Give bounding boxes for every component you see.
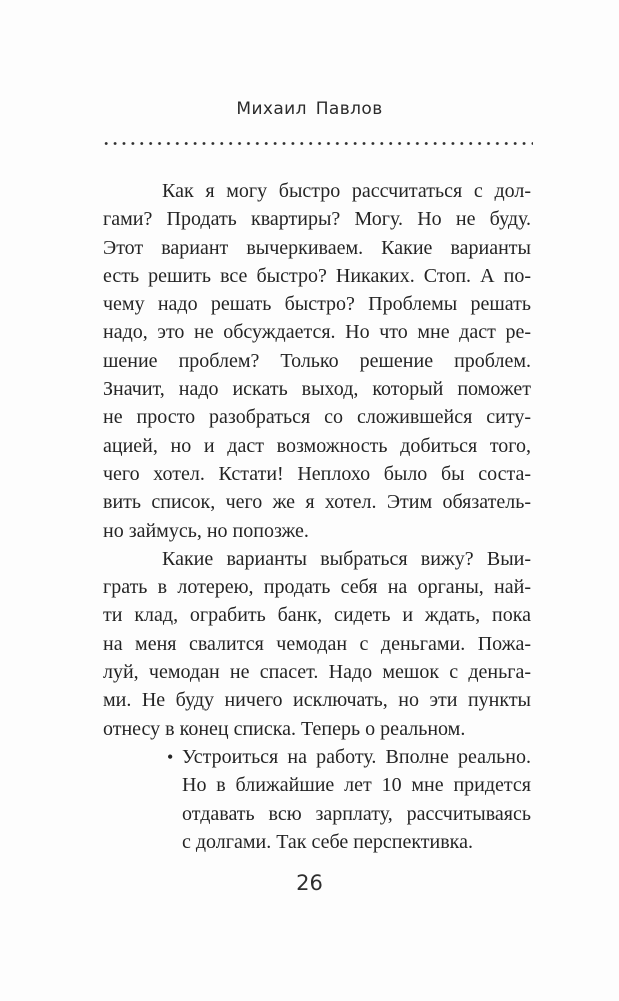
text-line: грать в лотерею, продать себя на органы, най- bbox=[103, 576, 531, 599]
text-line: отдавать всю зарплату, рассчитываясь bbox=[182, 802, 531, 825]
text-line: не просто разобраться со сложившейся ситу- bbox=[103, 406, 531, 429]
running-header-author: Михаил Павлов bbox=[236, 99, 383, 119]
page-number: 26 bbox=[296, 871, 323, 895]
text-line: отнесу в конец списка. Теперь о реальном. bbox=[103, 717, 466, 740]
body-text bbox=[103, 177, 531, 856]
text-line: ацией, но и даст возможность добиться того, bbox=[103, 434, 531, 457]
text-line: Этот вариант вычеркиваем. Какие варианты bbox=[103, 236, 531, 259]
text-line: вить список, чего же я хотел. Этим обязатель- bbox=[103, 491, 531, 514]
text-line: Как я могу быстро рассчитаться с дол- bbox=[162, 180, 531, 202]
text-line: на меня свалится чемодан с деньгами. Пожа- bbox=[103, 632, 531, 655]
text-line: гами? Продать квартиры? Могу. Но не буду. bbox=[103, 208, 531, 231]
text-line: Какие варианты выбраться вижу? Выи- bbox=[162, 547, 531, 570]
text-line: Устроиться на работу. Вполне реально. bbox=[182, 745, 531, 768]
text-line: луй, чемодан не спасет. Надо мешок с деньга- bbox=[103, 661, 531, 684]
text-line: чему надо решать быстро? Проблемы решать bbox=[103, 293, 531, 316]
bullet-item-line bbox=[103, 743, 531, 771]
text-line: с долгами. Так себе перспективка. bbox=[182, 830, 473, 853]
text-line: шение проблем? Только решение проблем. bbox=[103, 349, 531, 372]
text-line: но займусь, но попозже. bbox=[103, 519, 309, 542]
text-line: чего хотел. Кстати! Неплохо было бы соста- bbox=[103, 462, 531, 485]
text-line: есть решить все быстро? Никаких. Стоп. А по- bbox=[103, 264, 531, 287]
text-line: ти клад, ограбить банк, сидеть и ждать, пока bbox=[103, 604, 531, 627]
text-line: ми. Не буду ничего исключать, но эти пункты bbox=[103, 689, 531, 712]
text-line: Значит, надо искать выход, который поможет bbox=[103, 378, 531, 401]
text-line: надо, это не обсуждается. Но что мне даст ре- bbox=[103, 321, 531, 344]
dotted-divider bbox=[104, 141, 533, 146]
bullet-icon: • bbox=[167, 746, 174, 767]
text-line: Но в ближайшие лет 10 мне придется bbox=[182, 774, 531, 797]
